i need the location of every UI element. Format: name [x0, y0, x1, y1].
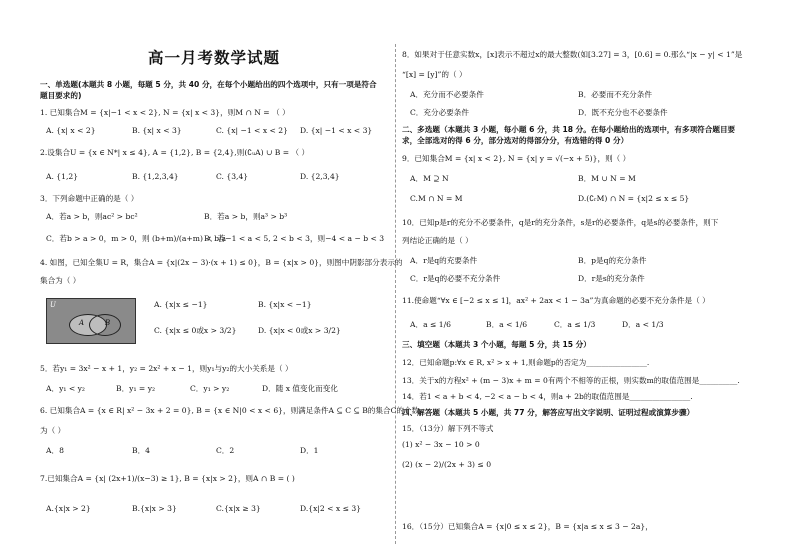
question-15: 15．（13分）解下列不等式 — [402, 424, 494, 433]
q8-option-c: C．充分必要条件 — [410, 108, 469, 117]
question-12: 12．已知命题p:∀x ∈ R, x² > x + 1,则命题p的否定为________________. — [402, 358, 650, 367]
question-2: 2.设集合U = {x ∈ N*| x ≤ 4}, A = {1,2}, B = {2,4},则(∁ᵤA) ∪ B = （ ） — [40, 148, 310, 157]
question-11: 11.使命题“∀x ∈ [−2 ≤ x ≤ 1]，ax² + 2ax < 1 − 3a”为真命题的必要不充分条件是（ ） — [402, 296, 710, 305]
q7-option-c: C.{x|x ≥ 3} — [216, 504, 261, 513]
question-14: 14．若1 < a + b < 4, −2 < a − b < 4，则a + 2b的取值范围是________________. — [402, 392, 693, 401]
question-4: 4. 如图，已知全集U = R，集合A = {x|(2x − 3)·(x + 1) ≤ 0}，B = {x|x > 0}，则图中阴影部分表示的 — [40, 258, 403, 267]
venn-label-a: A — [79, 319, 85, 327]
section-2-header-cont: 求，全部选对的得 6 分，部分选对的得部分分，有选错的得 0 分） — [402, 136, 629, 145]
q5-option-b: B．y₁ = y₂ — [116, 384, 156, 393]
q3-option-c: C．若b > a > 0，m > 0，则 (b+m)/(a+m) < b/a — [46, 234, 227, 243]
question-16: 16．（15分）已知集合A = {x|0 ≤ x ≤ 2}，B = {x|a ≤ x ≤ 3 − 2a}， — [402, 522, 653, 531]
q10-option-c: C．r是q的必要不充分条件 — [410, 274, 501, 283]
q11-option-b: B．a < 1/6 — [486, 320, 528, 329]
q10-option-b: B．p是q的充分条件 — [578, 256, 647, 265]
q1-option-a: A. {x| x < 2} — [46, 126, 96, 135]
q1-option-d: D. {x| −1 < x < 3} — [300, 126, 373, 135]
q1-option-c: C. {x| −1 < x < 2} — [216, 126, 288, 135]
q4-option-c: C. {x|x ≤ 0或x > 3/2} — [154, 326, 237, 335]
q6-option-b: B．4 — [132, 446, 151, 455]
question-1: 1. 已知集合M = {x|−1 < x < 2}, N = {x| x < 3}，则M ∩ N = （ ） — [40, 108, 290, 117]
question-4-cont: 集合为（ ） — [40, 276, 81, 285]
question-7: 7.已知集合A = {x| (2x+1)/(x−3) ≥ 1}, B = {x|x > 2}，则A ∩ B = ( ) — [40, 474, 295, 483]
question-13: 13．关于x的方程x² + (m − 3)x + m = 0有两个不相等的正根，则实数m的取值范围是__________. — [402, 376, 740, 385]
q2-option-a: A. {1,2} — [46, 172, 79, 181]
q2-option-d: D. {2,3,4} — [300, 172, 340, 181]
question-3: 3．下列命题中正确的是（ ） — [40, 194, 139, 203]
q6-option-a: A．8 — [46, 446, 64, 455]
venn-universe-label: U — [50, 301, 56, 309]
question-6: 6. 已知集合A = {x ∈ R| x² − 3x + 2 = 0}, B = {x ∈ N|0 < x < 6}，则满足条件A ⊆ C ⊆ B的集合C的个数 — [40, 406, 420, 415]
page-title: 高一月考数学试题 — [147, 49, 280, 67]
q8-option-d: D．既不充分也不必要条件 — [578, 108, 668, 117]
question-8: 8．如果对于任意实数x，[x]表示不超过x的最大整数(如[3.27] = 3，[0.6] = 0.那么“|x − y| < 1”是 — [402, 50, 743, 59]
q8-option-b: B．必要而不充分条件 — [578, 90, 652, 99]
q11-option-c: C．a ≤ 1/3 — [554, 320, 596, 329]
section-1-header: 一、单选题(本题共 8 小题，每题 5 分，共 40 分，在每个小题给出的四个选项中，只有一项是符合 — [40, 80, 377, 89]
section-3-header: 三、填空题（本题共 3 个小题，每题 5 分，共 15 分） — [402, 340, 591, 349]
venn-diagram — [46, 298, 136, 344]
q5-option-a: A．y₁ < y₂ — [46, 384, 85, 393]
q9-option-c: C.M ∩ N = M — [410, 194, 463, 203]
section-4-header: 四、解答题（本题共 5 小题，共 77 分，解答应写出文字说明、证明过程或演算步骤） — [402, 408, 695, 417]
question-6-cont: 为（ ） — [40, 426, 66, 435]
question-8-cont: “[x] = [y]”的（ ） — [402, 70, 467, 79]
q6-option-c: C．2 — [216, 446, 235, 455]
q7-option-b: B.{x|x > 3} — [132, 504, 177, 513]
q4-option-b: B. {x|x < −1} — [258, 300, 312, 309]
q4-option-d: D. {x|x < 0或x > 3/2} — [258, 326, 341, 335]
question-15-part-1: (1) x² − 3x − 10 > 0 — [402, 440, 480, 449]
q3-option-d: D．若−1 < a < 5, 2 < b < 3，则−4 < a − b < 3 — [204, 234, 385, 243]
q2-option-c: C. {3,4} — [216, 172, 249, 181]
q7-option-a: A.{x|x > 2} — [46, 504, 91, 513]
q7-option-d: D.{x|2 < x ≤ 3} — [300, 504, 362, 513]
question-5: 5．若y₁ = 3x² − x + 1，y₂ = 2x² + x − 1，则y₁与y₂的大小关系是（ ） — [40, 364, 293, 373]
question-10-cont: 列结论正确的是（ ） — [402, 236, 473, 245]
q10-option-a: A．r是q的充要条件 — [410, 256, 478, 265]
q9-option-b: B．M ∪ N = M — [578, 174, 636, 183]
q10-option-d: D．r是s的充分条件 — [578, 274, 645, 283]
column-divider — [395, 44, 396, 544]
q8-option-a: A．充分而不必要条件 — [410, 90, 484, 99]
question-15-part-2: (2) (x − 2)/(2x + 3) ≤ 0 — [402, 460, 492, 469]
q1-option-b: B. {x| x < 3} — [132, 126, 182, 135]
question-10: 10．已知p是r的充分不必要条件，q是r的充分条件，s是r的必要条件，q是s的必要条件，则下 — [402, 218, 719, 227]
question-9: 9．已知集合M = {x| x < 2}, N = {x| y = √(−x + 5)}，则（ ） — [402, 154, 631, 163]
venn-label-b: B — [105, 319, 111, 327]
q3-option-a: A．若a > b，则ac² > bc² — [46, 212, 138, 221]
q6-option-d: D．1 — [300, 446, 319, 455]
q5-option-d: D．随 x 值变化而变化 — [262, 384, 338, 393]
q11-option-d: D．a < 1/3 — [622, 320, 664, 329]
q9-option-d: D.(∁ᵣM) ∩ N = {x|2 ≤ x ≤ 5} — [578, 194, 690, 203]
q11-option-a: A．a ≤ 1/6 — [410, 320, 452, 329]
q5-option-c: C．y₁ > y₂ — [190, 384, 230, 393]
section-1-header-cont: 题目要求的) — [40, 91, 82, 100]
section-2-header: 二、多选题（本题共 3 小题，每小题 6 分，共 18 分。在每小题给出的选项中，有多项符合题目要 — [402, 125, 736, 134]
q3-option-b: B．若a > b，则a³ > b³ — [204, 212, 288, 221]
q2-option-b: B. {1,2,3,4} — [132, 172, 179, 181]
q4-option-a: A. {x|x ≤ −1} — [154, 300, 208, 309]
q9-option-a: A．M ⊇ N — [410, 174, 449, 183]
